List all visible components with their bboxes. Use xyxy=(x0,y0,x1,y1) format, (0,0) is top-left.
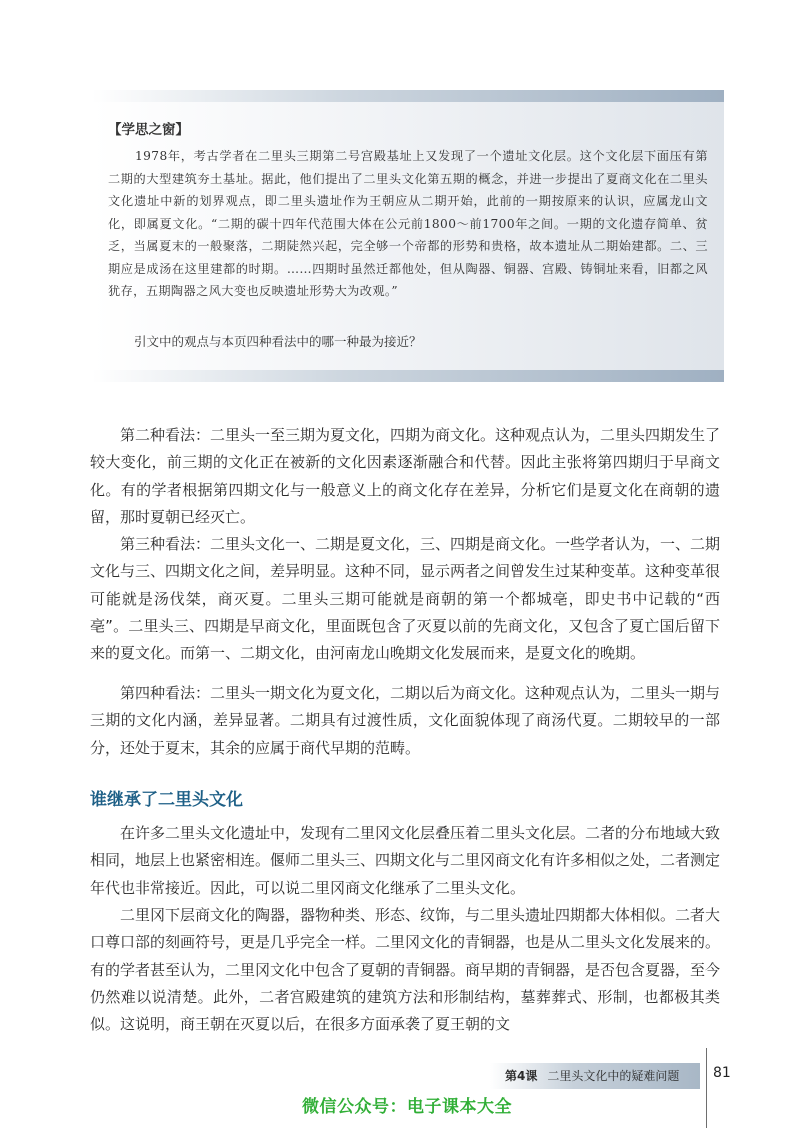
paragraph-inheritance-2: 二里冈下层商文化的陶器，器物种类、形态、纹饰，与二里头遗址四期都大体相似。二者大口尊口部的刻画符号，更是几乎完全一样。二里冈文化的青铜器，也是从二里头文化发展来的。有的学者甚至认为，二里冈文化中包含了夏朝的青铜器。商早期的青铜器，是否包含夏器，至今仍然难以说清楚。此外，二者宫殿建筑的建筑方法和形制结构，墓葬葬式、形制，也都极其类似。这说明，商王朝在灭夏以后，在很多方面承袭了夏王朝的文 xyxy=(90,906,721,1034)
paragraph-fourth-view: 第四种看法：二里头一期文化为夏文化，二期以后为商文化。这种观点认为，二里头一期与三期的文化内涵，差异显著。二期具有过渡性质，文化面貌体现了商汤代夏。二期较早的一部分，还处于夏末，其余的应属于商代早期的范畴。 xyxy=(90,684,721,757)
window-top-bar xyxy=(92,90,724,102)
lesson-title: 二里头文化中的疑难问题 xyxy=(547,1069,680,1083)
footer-lesson-label xyxy=(505,1067,679,1084)
window-quote: 1978年，考古学者在二里头三期第二号宫殿基址上又发现了一个遗址文化层。这个文化层下面压有第二期的大型建筑夯土基址。据此，他们提出了二里头文化第五期的概念，并进一步提出了夏商文化在二里头文化遗址中新的划界观点，即二里头遗址作为王朝应从二期开始，此前的一期按原来的认识，应属龙山文化，即属夏文化。“二期的碳十四年代范围大体在公元前1800～前1700年之间。一期的文化遗存简单、贫乏，当属夏末的一般聚落，二期陡然兴起，完全够一个帝都的形势和贵格，故本遗址从二期始建都。二、三期应是成汤在这里建都的时期。……四期时虽然迁都他处，但从陶器、铜器、宫殿、铸铜址来看，旧都之风犹存，五期陶器之风大变也反映遗址形势大为改观。” xyxy=(108,149,708,298)
window-bottom-bar xyxy=(92,370,724,382)
paragraph-inheritance-1: 在许多二里头文化遗址中，发现有二里冈文化层叠压着二里头文化层。二者的分布地域大致相同，地层上也紧密相连。偃师二里头三、四期文化与二里冈商文化有许多相似之处，二者测定年代也非常接近。因此，可以说二里冈商文化继承了二里头文化。 xyxy=(90,824,721,897)
lesson-number: 第4课 xyxy=(505,1069,538,1083)
paragraph-third-view: 第三种看法：二里头文化一、二期是夏文化，三、四期是商文化。一些学者认为，一、二期文化与三、四期文化之间，差异明显。这种不同，显示两者之间曾发生过某种变革。这种变革很可能就是汤伐桀，商灭夏。二里头三期可能就是商朝的第一个都城亳，即史书中记载的“西亳”。二里头三、四期是早商文化，里面既包含了灭夏以前的先商文化，又包含了夏亡国后留下来的夏文化。而第一、二期文化，由河南龙山晚期文化发展而来，是夏文化的晚期。 xyxy=(90,535,721,663)
window-title: 【学思之窗】 xyxy=(108,122,189,138)
window-question: 引文中的观点与本页四种看法中的哪一种最为接近？ xyxy=(134,334,422,349)
section-heading: 谁继承了二里头文化 xyxy=(90,790,243,810)
footer-divider xyxy=(706,1048,707,1128)
study-window-box xyxy=(92,90,724,382)
paragraph-second-view: 第二种看法：二里头一至三期为夏文化，四期为商文化。这种观点认为，二里头四期发生了较大变化，前三期的文化正在被新的文化因素逐渐融合和代替。因此主张将第四期归于早商文化。有的学者根据第四期文化与一般意义上的商文化存在差异，分析它们是夏文化在商朝的遗留，那时夏朝已经灭亡。 xyxy=(90,426,721,526)
watermark-text: 微信公众号：电子课本大全 xyxy=(302,1097,512,1117)
page-number: 81 xyxy=(713,1065,731,1081)
